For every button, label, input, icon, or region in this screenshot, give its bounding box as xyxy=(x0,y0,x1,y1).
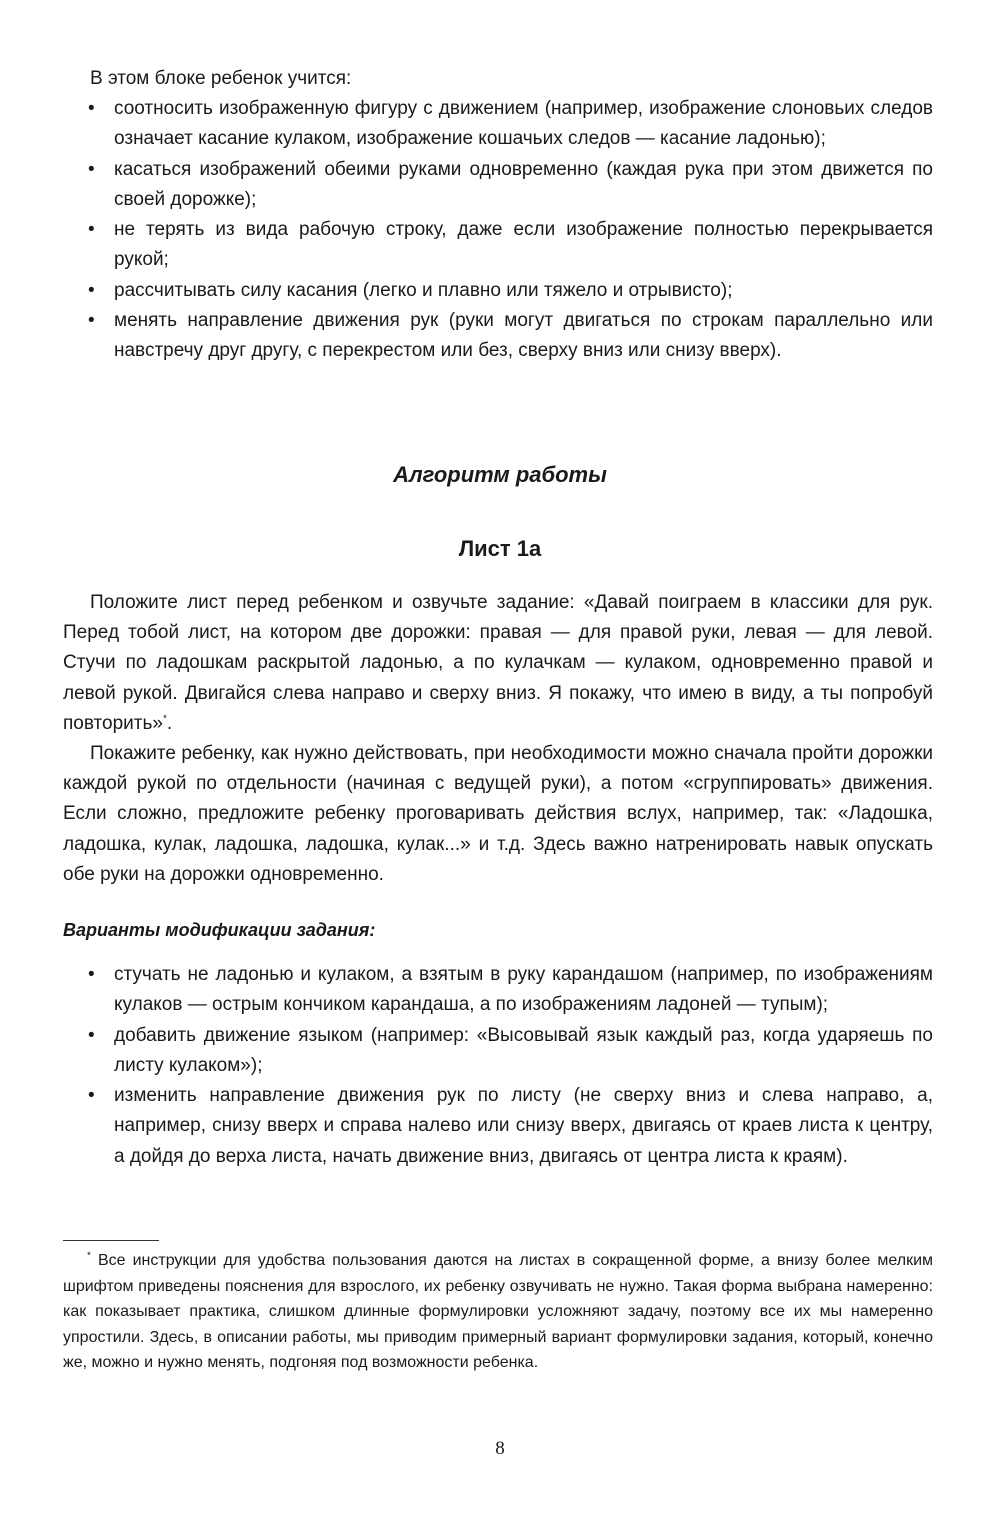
section-title: Алгоритм работы xyxy=(393,462,607,487)
page-number: 8 xyxy=(495,1438,505,1459)
footnote-divider xyxy=(63,1240,159,1241)
sheet-title: Лист 1а xyxy=(458,536,542,561)
bullet-icon: • xyxy=(88,98,95,119)
intro-lead: В этом блоке ребенок учится: xyxy=(90,68,352,89)
list-item xyxy=(88,1081,933,1172)
bullet-icon: • xyxy=(88,310,95,332)
list-item xyxy=(88,960,933,1021)
bullet-icon: • xyxy=(88,964,95,985)
paragraph-text: Положите лист перед ребенком и озвучьте задание: «Давай поиграем в классики для рук. Перед тобой лист, на котором две дорожки: правая — для правой руки, левая — для левой. Стучи по ладошкам раскрытой ладонью, а по кулачкам — кулаком, одновременно правой и левой рукой. Двигайся слева направо и сверху вниз. Я покажу, что имею в виду, а ты попробуй повторить» xyxy=(63,592,933,734)
footnote-marker: * xyxy=(87,1250,91,1262)
footnote-marker: * xyxy=(162,713,167,725)
bullet-icon: • xyxy=(88,1024,95,1046)
list-item xyxy=(88,276,933,306)
list-item-text: добавить движение языком (например: «Высовывай язык каждый раз, когда ударяешь по листу кулаком»); xyxy=(114,1024,933,1076)
list-item xyxy=(88,155,933,216)
list-item xyxy=(88,94,933,155)
demonstration-paragraph: Покажите ребенку, как нужно действовать, при необходимости можно сначала пройти дорожки каждой рукой по отдельности (начиная с ведущей руки), а потом «сгруппировать» движения. Если сложно, предложите ребенку проговаривать действия вслух, например, так: «Ладошка, ладошка, кулак, ладошка, ладошка, кулак...» и т.д. Здесь важно натренировать навык опускать обе руки на дорожки одновременно. xyxy=(63,743,933,885)
bullet-icon: • xyxy=(88,158,95,180)
list-item-text: рассчитывать силу касания (легко и плавно или тяжело и отрывисто); xyxy=(114,279,733,301)
bullet-icon: • xyxy=(88,1085,95,1107)
footnote xyxy=(63,1248,933,1376)
list-item xyxy=(88,306,933,367)
skills-list xyxy=(88,94,933,367)
paragraph-end: . xyxy=(166,712,173,734)
list-item xyxy=(88,215,933,276)
list-item-text: касаться изображений обеими руками одновременно (каждая рука при этом движется по своей дорожке); xyxy=(114,158,933,210)
list-item-text: изменить направление движения рук по листу (не сверху вниз и слева направо, а, например, снизу вверх и справа налево или снизу вверх, двигаясь от краев листа к центру, а дойдя до верха листа, начать движение вниз, двигаясь от центра листа к краям). xyxy=(114,1085,933,1167)
list-item-text: соотносить изображенную фигуру с движением (например, изображение слоновьих следов означает касание кулаком, изображение кошачьих следов — касание ладонью); xyxy=(114,98,933,150)
list-item xyxy=(88,1021,933,1082)
list-item-text: не терять из вида рабочую строку, даже если изображение полностью перекрывается рукой; xyxy=(114,219,933,271)
variants-heading: Варианты модификации задания: xyxy=(63,920,376,940)
variants-list xyxy=(88,960,933,1172)
bullet-icon: • xyxy=(88,219,95,241)
instruction-paragraph xyxy=(63,588,933,739)
footnote-text: Все инструкции для удобства пользования даются на листах в сокращенной форме, а внизу более мелким шрифтом приведены пояснения для взрослого, их ребенку озвучивать не нужно. Такая форма выбрана намеренно: как показывает практика, слишком длинные формулировки усложняют задачу, поэтому все их мы намеренно упростили. Здесь, в описании работы, мы приводим примерный вариант формулировки задания, который, конечно же, можно и нужно менять, подгоняя под возможности ребенка. xyxy=(63,1252,933,1371)
list-item-text: менять направление движения рук (руки могут двигаться по строкам параллельно или навстречу друг другу, с перекрестом или без, сверху вниз или снизу вверх). xyxy=(114,310,933,362)
bullet-icon: • xyxy=(88,279,95,301)
list-item-text: стучать не ладонью и кулаком, а взятым в руку карандашом (например, по изображениям кулаков — острым кончиком карандаша, а по изображениям ладоней — тупым); xyxy=(114,964,933,1016)
